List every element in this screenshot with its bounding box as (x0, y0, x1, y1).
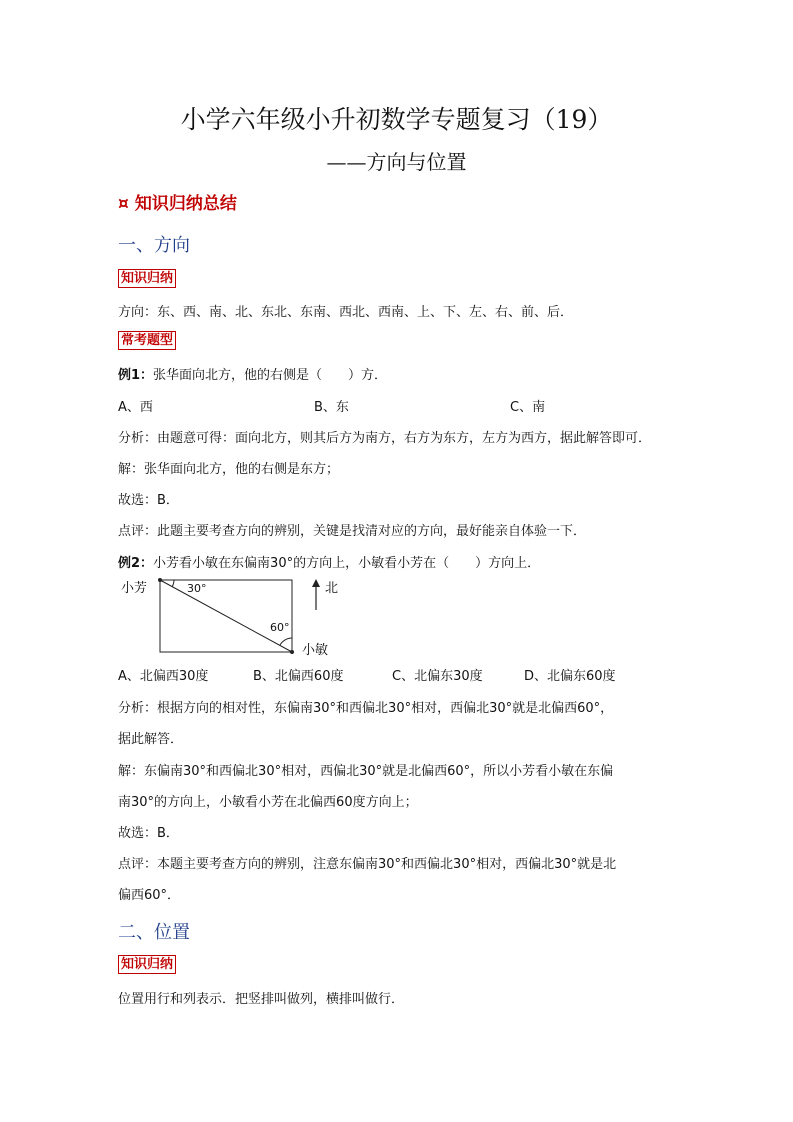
example2-analysis-line2: 据此解答． (118, 732, 184, 747)
angle-b-arc (280, 638, 292, 645)
example1-option-a: A、西 (118, 400, 153, 415)
point-b-label: 小敏 (302, 643, 329, 658)
example2-option-a: A、北偏西30度 (118, 669, 209, 684)
example2-question-line (118, 552, 540, 571)
example1-analysis: 分析：由题意可得：面向北方，则其后方为南方，右方为东方，左方为西方，据此解答即可． (118, 431, 652, 446)
section-heading-direction: 一、方向 (118, 235, 190, 256)
angle-a-label: 30° (187, 582, 207, 595)
example1-answer: 故选：B． (118, 493, 179, 508)
example1-option-b: B、东 (314, 400, 349, 415)
angle-b-label: 60° (270, 621, 290, 634)
example2-option-c: C、北偏东30度 (392, 669, 483, 684)
point-a-dot (158, 578, 162, 582)
diagram-diagonal (160, 580, 292, 652)
point-a-label: 小芳 (121, 581, 148, 596)
north-arrow-icon (312, 579, 320, 587)
example1-solution: 解：张华面向北方，他的右侧是东方； (118, 462, 340, 477)
example1-label: 例1： (118, 368, 154, 383)
position-knowledge-text: 位置用行和列表示．把竖排叫做列，横排叫做行． (118, 992, 405, 1007)
example2-comment-line2: 偏西60°． (118, 888, 181, 903)
page-title: 小学六年级小升初数学专题复习（19） (180, 105, 613, 134)
example2-option-d: D、北偏东60度 (524, 669, 616, 684)
example2-option-b: B、北偏西60度 (253, 669, 344, 684)
example2-comment-line1: 点评：本题主要考查方向的辨别，注意东偏南30°和西偏北30°相对，西偏北30°就是北 (118, 857, 617, 872)
knowledge-summary-heading (118, 189, 237, 214)
example1-question: 张华面向北方，他的右侧是（ ）方． (153, 368, 388, 383)
tag-knowledge-position: 知识归纳 (118, 955, 176, 974)
example2-solution-line1: 解：东偏南30°和西偏北30°相对，西偏北30°就是北偏西60°，所以小芳看小敏在东偏 (118, 764, 614, 779)
example1-question-line (118, 364, 387, 383)
tag-common-questions: 常考题型 (118, 331, 176, 350)
point-b-dot (290, 650, 294, 654)
example2-analysis-line1: 分析：根据方向的相对性，东偏南30°和西偏北30°相对，西偏北30°就是北偏西60°， (118, 701, 614, 716)
example2-label: 例2： (118, 556, 154, 571)
example1-option-c: C、南 (510, 400, 546, 415)
knowledge-summary-label: 知识归纳总结 (134, 194, 237, 214)
tag-knowledge: 知识归纳 (118, 269, 176, 288)
north-label: 北 (325, 581, 339, 596)
angle-a-arc (172, 580, 174, 587)
example2-solution-line2: 南30°的方向上，小敏看小芳在北偏西60度方向上； (118, 795, 418, 810)
example2-answer: 故选：B． (118, 826, 179, 841)
bullet-icon: ¤ (118, 194, 129, 214)
page-subtitle: ——方向与位置 (326, 150, 467, 174)
knowledge-text: 方向：东、西、南、北、东北、东南、西北、西南、上、下、左、右、前、后． (118, 305, 574, 320)
example1-comment: 点评：此题主要考查方向的辨别，关键是找清对应的方向，最好能亲自体验一下． (118, 524, 587, 539)
section-heading-position: 二、位置 (118, 922, 190, 943)
example2-question: 小芳看小敏在东偏南30°的方向上，小敏看小芳在（ ）方向上． (153, 556, 541, 571)
